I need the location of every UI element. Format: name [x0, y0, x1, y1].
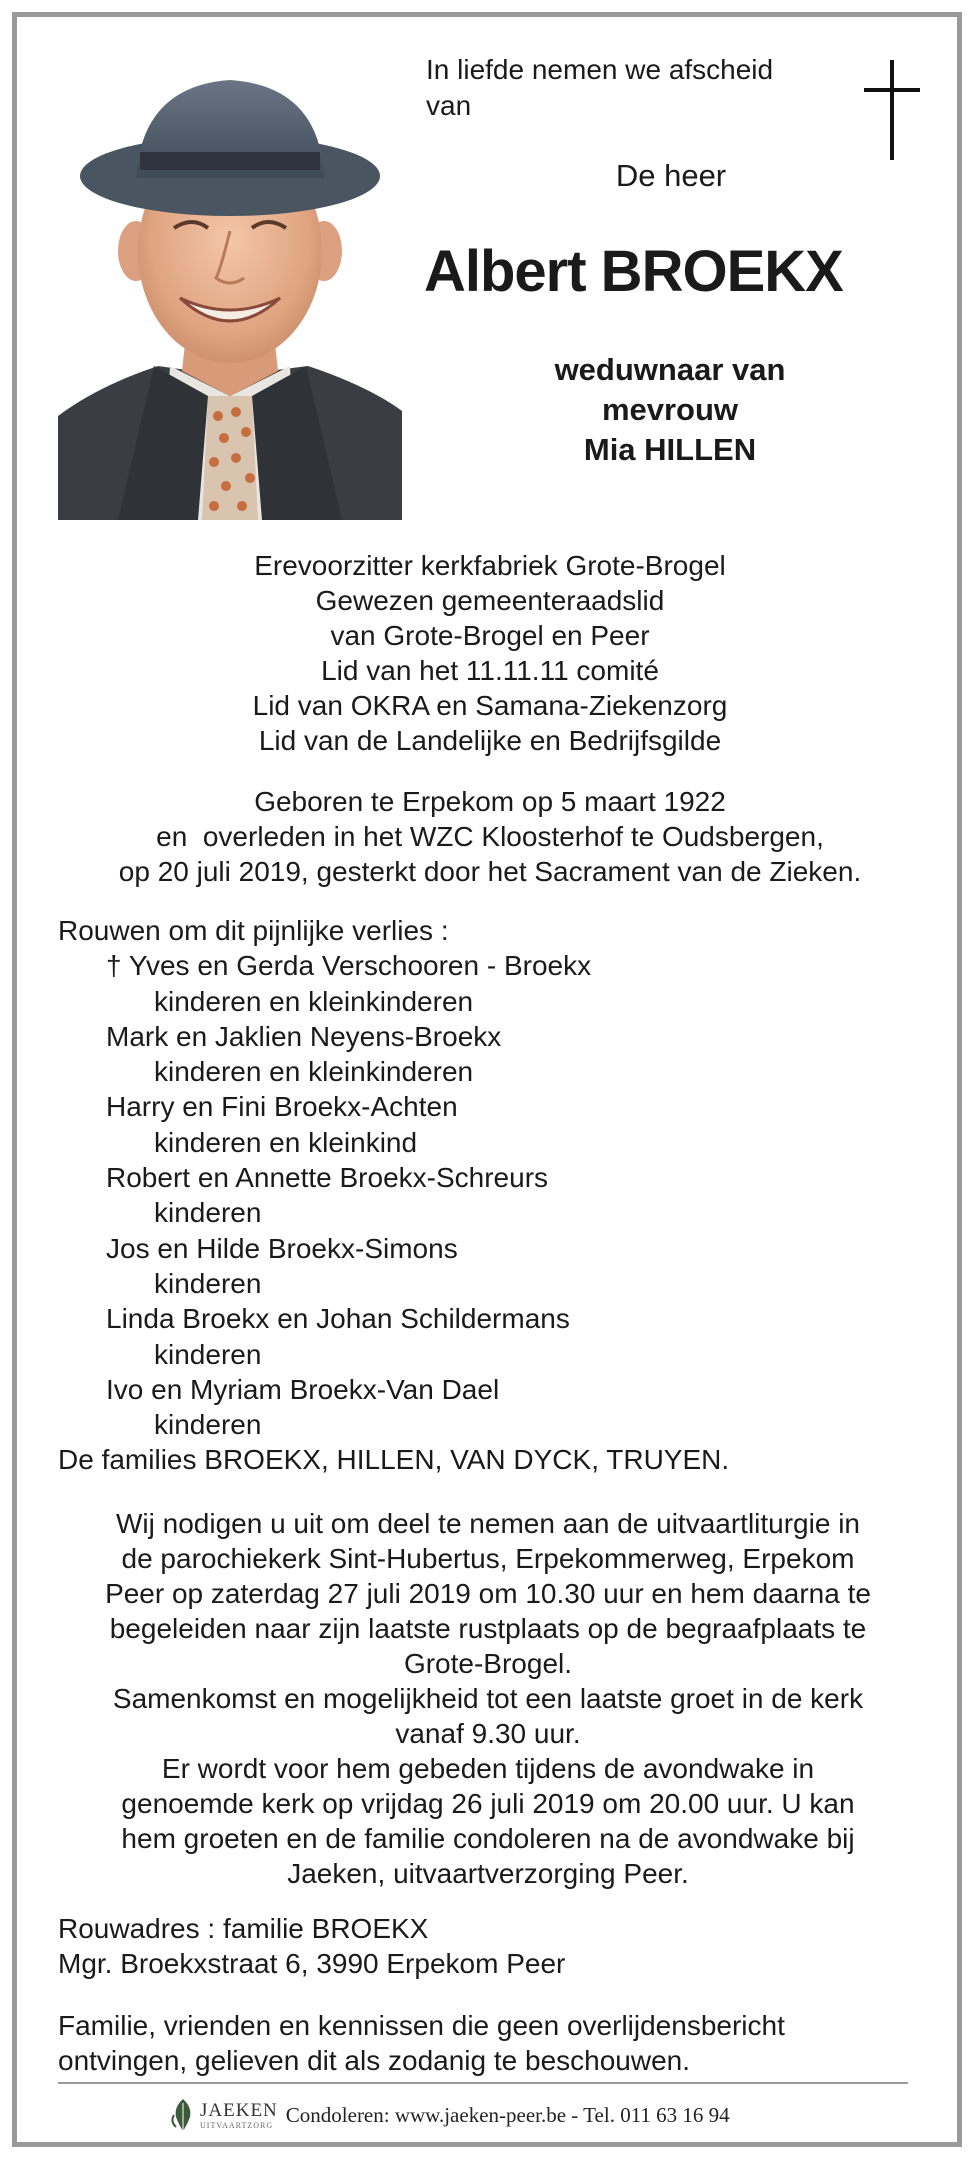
title-line: Lid van het 11.11.11 comité [321, 655, 659, 686]
mourner-relation: kinderen [154, 1267, 262, 1299]
mourner-relation: kinderen en kleinkinderen [154, 985, 474, 1017]
service-line: Jaeken, uitvaartverzorging Peer. [287, 1858, 689, 1889]
mourner-names: Mark en Jaklien Neyens-Broekx [106, 1020, 502, 1052]
service-line: Peer op zaterdag 27 juli 2019 om 10.30 uur en hem daarna te [105, 1578, 871, 1609]
jaeken-logo [170, 2097, 278, 2133]
honorific: De heer [615, 158, 727, 193]
spouse-name: Mia HILLEN [583, 432, 757, 467]
notice-text [58, 2008, 918, 2078]
mourning-address [58, 1911, 918, 1981]
deceased-name: Albert BROEKX [424, 239, 843, 304]
title-line: van Grote-Brogel en Peer [330, 620, 650, 651]
bio-block [60, 784, 920, 889]
bio-line: Geboren te Erpekom op 5 maart 1922 [254, 786, 726, 817]
bio-line: en overleden in het WZC Kloosterhof te Oudsbergen, [156, 821, 824, 852]
titles-block [60, 548, 920, 758]
service-line: hem groeten en de familie condoleren na de avondwake bij [121, 1823, 855, 1854]
service-line: genoemde kerk op vrijdag 26 juli 2019 om 20.00 uur. U kan [121, 1788, 855, 1819]
service-line: begeleiden naar zijn laatste rustplaats op de begraafplaats te [109, 1613, 867, 1644]
notice-line: Familie, vrienden en kennissen die geen overlijdensbericht [58, 2010, 785, 2041]
mourner-relation: kinderen [154, 1338, 262, 1370]
divider [58, 2082, 908, 2084]
mourner-names: † Yves en Gerda Verschooren - Broekx [106, 950, 592, 982]
title-line: Gewezen gemeenteraadslid [315, 585, 665, 616]
title-line: Erevoorzitter kerkfabriek Grote-Brogel [254, 550, 726, 581]
notice-line: ontvingen, gelieven dit als zodanig te beschouwen. [58, 2045, 690, 2076]
address-line: Mgr. Broekxstraat 6, 3990 Erpekom Peer [58, 1948, 566, 1979]
portrait-photo [58, 66, 402, 520]
mourners-intro: Rouwen om dit pijnlijke verlies : [58, 915, 449, 946]
logo-name: JAEKEN [200, 2099, 278, 2121]
service-line: Er wordt voor hem gebeden tijdens de avondwake in [161, 1753, 815, 1784]
condolence-link[interactable]: Condoleren: www.jaeken-peer.be - Tel. 011 63 16 94 [285, 2102, 730, 2127]
mourner-names: Ivo en Myriam Broekx-Van Dael [106, 1373, 500, 1405]
families-line: De families BROEKX, HILLEN, VAN DYCK, TRUYEN. [58, 1444, 730, 1476]
logo-subtitle: UITVAARTZORG [200, 2120, 274, 2130]
service-line: de parochiekerk Sint-Hubertus, Erpekommerweg, Erpekom [121, 1543, 855, 1574]
footer [170, 2091, 730, 2139]
service-line: vanaf 9.30 uur. [395, 1718, 581, 1749]
mourner-names: Harry en Fini Broekx-Achten [106, 1091, 458, 1123]
leaf-icon [170, 2097, 196, 2133]
mourner-relation: kinderen en kleinkind [154, 1126, 418, 1158]
spouse-block [480, 350, 860, 470]
mourner-names: Jos en Hilde Broekx-Simons [106, 1232, 458, 1264]
service-line: Samenkomst en mogelijkheid tot een laatste groet in de kerk [112, 1683, 864, 1714]
title-line: Lid van de Landelijke en Bedrijfsgilde [258, 725, 722, 756]
mourner-relation: kinderen [154, 1197, 262, 1229]
spouse-line: weduwnaar van [554, 352, 786, 387]
service-line: Wij nodigen u uit om deel te nemen aan de uitvaartliturgie in [116, 1508, 860, 1539]
mourner-relation: kinderen [154, 1409, 262, 1441]
title-line: Lid van OKRA en Samana-Ziekenzorg [252, 690, 728, 721]
mourner-names: Linda Broekx en Johan Schildermans [106, 1303, 570, 1335]
mourner-relation: kinderen en kleinkinderen [154, 1056, 474, 1088]
intro-text: In liefde nemen we afscheid van [426, 54, 774, 121]
address-line: Rouwadres : familie BROEKX [58, 1913, 429, 1944]
spouse-line: mevrouw [601, 392, 739, 427]
bio-line: op 20 juli 2019, gesterkt door het Sacrament van de Zieken. [118, 856, 862, 887]
service-line: Grote-Brogel. [403, 1648, 573, 1679]
service-info [58, 1506, 918, 1891]
cross-icon [862, 60, 922, 160]
mourner-names: Robert en Annette Broekx-Schreurs [106, 1162, 549, 1194]
mourners-list [58, 913, 938, 1478]
